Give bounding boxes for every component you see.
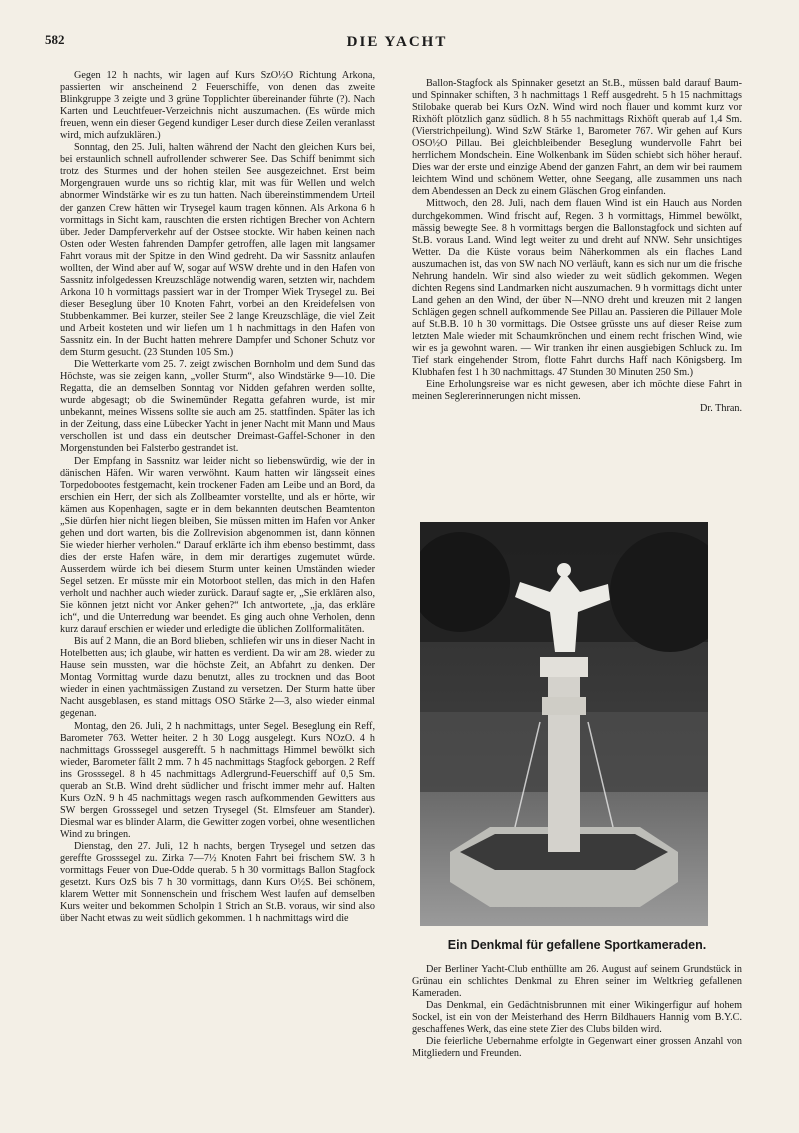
author-signature: Dr. Thran.	[700, 403, 742, 415]
page-number: 582	[45, 32, 65, 47]
paragraph: Gegen 12 h nachts, wir lagen auf Kurs SzO½O Richtung Arkona, passierten wir anscheinend 2 Feuerschiffe, von denen das zweite Blinkgruppe 3 zeigte und 3 grüne Topplichter übereinander führte (?). Nach Karten und Leuchtfeuer-Verzeichnis nicht auszumachen. (Es würde mich freuen, wenn ein dieser Gegend kundiger Leser durch diese Zeilen veranlasst wird, mich aufzuklären.)	[60, 70, 375, 142]
paragraph: Das Denkmal, ein Gedächtnisbrunnen mit einer Wikingerfigur auf hohem Sockel, ist ein von der Meisterhand des Herrn Bildhauers Hannig vom B.Y.C. geschaffenes Werk, das eine stete Zier des Clubs bilden wird.	[412, 1000, 742, 1036]
caption-body	[412, 964, 742, 1060]
paragraph: Die Wetterkarte vom 25. 7. zeigt zwischen Bornholm und dem Sund das Höchste, was sie zeigen kann, „voller Sturm“, also Windstärke 9—10. Die Regatta, die an demselben Sonntag vor Nidden gefahren werden sollte, wurde abgesagt; ob die Swinemünder Regatta gefahren wurde, ist mir unbekannt, meines Wissens sollte sie auch am 25. stattfinden. Später las ich in der Zeitung, dass eine Lübecker Yacht in jener Nacht mit Mann und Maus verschollen ist und dass ein deutscher Dreimast-Gaffel-Schoner in den Morgenstunden bei Falsterbo gestrandet ist.	[60, 359, 375, 455]
running-title: DIE YACHT	[346, 34, 448, 50]
caption-title: Ein Denkmal für gefallene Sportkameraden.	[447, 938, 707, 952]
paragraph: Mittwoch, den 28. Juli, nach dem flauen Wind ist ein Hauch aus Norden durchgekommen. Wind frischt auf, Regen. 3 h vormittags, Himmel bewölkt, mässig bewegte See. 8 h vormittags bergen die Ballonstagfock und sichten auf St.B. voraus Land. Wind legt weiter zu und dreht auf NNW. Sehr unsichtiges Wetter. Da die Küste voraus beim Näherkommen als ein flaches Land auszumachen ist, das von SW nach NO verläuft, kann es sich nur um die frische Nehrung handeln. Wir sind also wieder zu weit südlich gekommen. Wegen dichten Regens sind Landmarken nicht auszumachen. 9 h vormittags dicht unter Land gehen an den Wind, der über N—NNO dreht und kreuzen mit 2 langen Schlägen gegen schnell aufkommende See Pillau an. Passieren die Pillauer Mole auf St.B.B. 10 h 30 vormittags. Die Ostsee grüsste uns auf dieser Reise zum letzten Male wieder mit Schaumkrönchen und einem recht frischen Wind, wie wir es ja gewohnt waren. — Wir tranken ihr einen ausgiebigen Schluck zu. Im Tief stark eingehender Strom, flotte Fahrt durchs Haff nach Königsberg. Im Klubhafen fest 1 h 30 nachmittags. 47 Stunden 30 Minuten 250 Sm.)	[412, 198, 742, 379]
paragraph: Eine Erholungsreise war es nicht gewesen, aber ich möchte diese Fahrt in meinen Seglererinnerungen nicht missen.	[412, 379, 742, 403]
page-header	[45, 30, 749, 54]
paragraph: Sonntag, den 25. Juli, halten während der Nacht den gleichen Kurs bei, bei erstaunlich schnell aufrollender schwerer See. Das Schiff benimmt sich trotz des Sturmes und der hohen steilen See ausgezeichnet. Erst beim Morgengrauen wurde uns so richtig klar, mit was für Wellen und welch abnormer Windstärke wir es zu tun hatten. Nach übereinstimmendem Urteil der ganzen Crew hätten wir Trysegel kaum tragen können. Als Arkona 6 h vormittags in Sicht kam, rauschten die ersten richtigen Brecher von Achtern über. Jeder Dampferverkehr auf der Ostsee stockte. Wir haben keinen nach Osten oder Westen fahrenden Dampfer getroffen, alle lagen mit langsamer Fahrt voraus mit der Spitze in den Wind gedreht. Da wir Sassnitz anlaufen wollten, der Wind aber auf W, sogar auf WSW drehte und in den Hafen von Sassnitz infolgedessen Kreuzschläge notwendig waren, setzten wir, nachdem Arkona 10 h vormittags passiert war in der Tromper Wiek Trysegel zu. Bei dieser Beseglung über 10 Knoten Fahrt, vorbei an den Kreidefelsen von Stubbenkammer. Bei kurzer, steiler See 2 lange Kreuzschläge, die viel Zeit und Arbeit kosteten und wir liefen um 1 h nachmittags in den Hafen von Sassnitz ein. In der Bucht hatten mehrere Dampfer und Schoner Schutz vor dem Sturm gesucht. (23 Stunden 105 Sm.)	[60, 142, 375, 359]
right-column	[412, 78, 742, 415]
paragraph: Bis auf 2 Mann, die an Bord blieben, schliefen wir uns in dieser Nacht in Hotelbetten aus; ich glaube, wir hatten es verdient. Da wir am 28. wieder zu Hause sein mussten, war die höchste Zeit, an Abfahrt zu denken. Der Montag Vormittag wurde dazu benutzt, alles zu trocknen und das Boot wieder in einen yachtmässigen Zustand zu versetzen. Der Sturm hatte über Nacht ausgeblasen, es stand mittags OSO Stärke 2—3, also wieder einmal gegenan.	[60, 636, 375, 720]
paragraph: Der Berliner Yacht-Club enthüllte am 26. August auf seinem Grundstück in Grünau ein schlichtes Denkmal zu Ehren seiner im Weltkrieg gefallenen Kameraden.	[412, 964, 742, 1000]
paragraph: Montag, den 26. Juli, 2 h nachmittags, unter Segel. Beseglung ein Reff, Barometer 763. Wetter heiter. 2 h 30 Logg ausgelegt. Kurs NOzO. 4 h nachmittags Grosssegel ausgerefft. 5 h nachmittags Himmel bewölkt sich wieder, Barometer fällt 2 mm. 7 h 45 nachmittags Stagfock geborgen. 2 Reff ins Grosssegel. 8 h 45 nachmittags Adlergrund-Feuerschiff auf 0,5 Sm. querab an St.B. Wind dreht südlicher und frischt immer mehr auf. Halten Kurs OzN. 9 h 45 nachmittags wegen rasch aufkommenden Gewitters aus SW bergen Grosssegel und setzen Trysegel (St. Elmsfeuer am Stander). Diesmal war es blinder Alarm, die Gewitter zogen vorbei, ohne wesentlichen Wind zu bringen.	[60, 720, 375, 840]
paragraph: Dienstag, den 27. Juli, 12 h nachts, bergen Trysegel und setzen das gereffte Grosssegel zu. Zirka 7—7½ Knoten Fahrt bei frischem SW. 3 h vormittags Feuer von Due-Odde querab. 5 h 30 vormittags Ballon Stagfock gesetzt. Kurs OzS bis 7 h 30 vormittags, dann Kurs O½S. Bei schönem, klarem Wetter mit Sonnenschein und frischem West laufen auf demselben Kurs weiter und bekommen Scholpin 1 Strich an St.B. voraus, wir sind also über Nacht etwas zu weit südlich gekommen. 1 h nachmittags wird die	[60, 841, 375, 925]
paragraph: Der Empfang in Sassnitz war leider nicht so liebenswürdig, wie der in dänischen Häfen. Wir waren verwöhnt. Kaum hatten wir längsseit eines Torpedobootes festgemacht, kein trockener Faden am Leibe und an Bord, da erschien ein Herr, der sich als Zollbeamter vorstellte, und als er hörte, wir kämen aus Kopenhagen, sagte er in dem bekannten deutschen Beamtenton „Sie dürfen hier nicht liegen bleiben, Sie müssen mitten im Hafen vor Anker gehen und dort warten, bis die Zollrevision abgenommen ist, dann können Sie wieder hierher verholen.“ Darauf erklärte ich ihm ebenso bestimmt, dass dies der erste Hafen wäre, in dem mir derartiges zugemutet würde. Ausserdem würde ich bei diesem Sturm unter keinen Umständen wieder Segel setzen. Er müsste mir ein Motorboot stellen, das mich in den Hafen verholt und nachher auch wieder zurück. Darauf sagte er, „Sie erklären also, Sie können jetzt nicht vor Anker gehen?“ Ich antwortete, „ja, das erkläre ich“, und die Unterredung war beendet. Es ging auch ohne Verholen, denn kurz darauf erschien er wieder und erledigte die üblichen Zollformalitäten.	[60, 455, 375, 636]
paragraph: Ballon-Stagfock als Spinnaker gesetzt an St.B., müssen bald darauf Baum- und Spinnaker schiften, 3 h nachmittags 1 Reff ausgedreht. 5 h 15 nachmittags Stilobake querab bei Kurs OzN. Wind wird noch flauer und kommt kurz vor Rixhöft plötzlich ganz südlich. 8 h 55 nachmittags Rixhöft querab auf 1,4 Sm. (Vierstrichpeilung). Wind SzW Stärke 1, Barometer 767. Wir gehen auf Kurs OSO½O Pillau. Bei gleichbleibender Beseglung wundervolle Fahrt bei herrlichem Mondschein. Eine Wolkenbank im Süden schiebt sich höher herauf. Dies war der erste und einzige Abend der ganzen Fahrt, an dem wir bei raumem leichtem Wind und schönem Wetter, ohne Seegang, alle zusammen uns nach dem Abendessen an Deck zu einem Gläschen Grog einfanden.	[412, 78, 742, 198]
left-column	[60, 70, 375, 925]
memorial-fountain-photo	[420, 522, 708, 926]
paragraph: Die feierliche Uebernahme erfolgte in Gegenwart einer grossen Anzahl von Mitgliedern und Freunden.	[412, 1036, 742, 1060]
